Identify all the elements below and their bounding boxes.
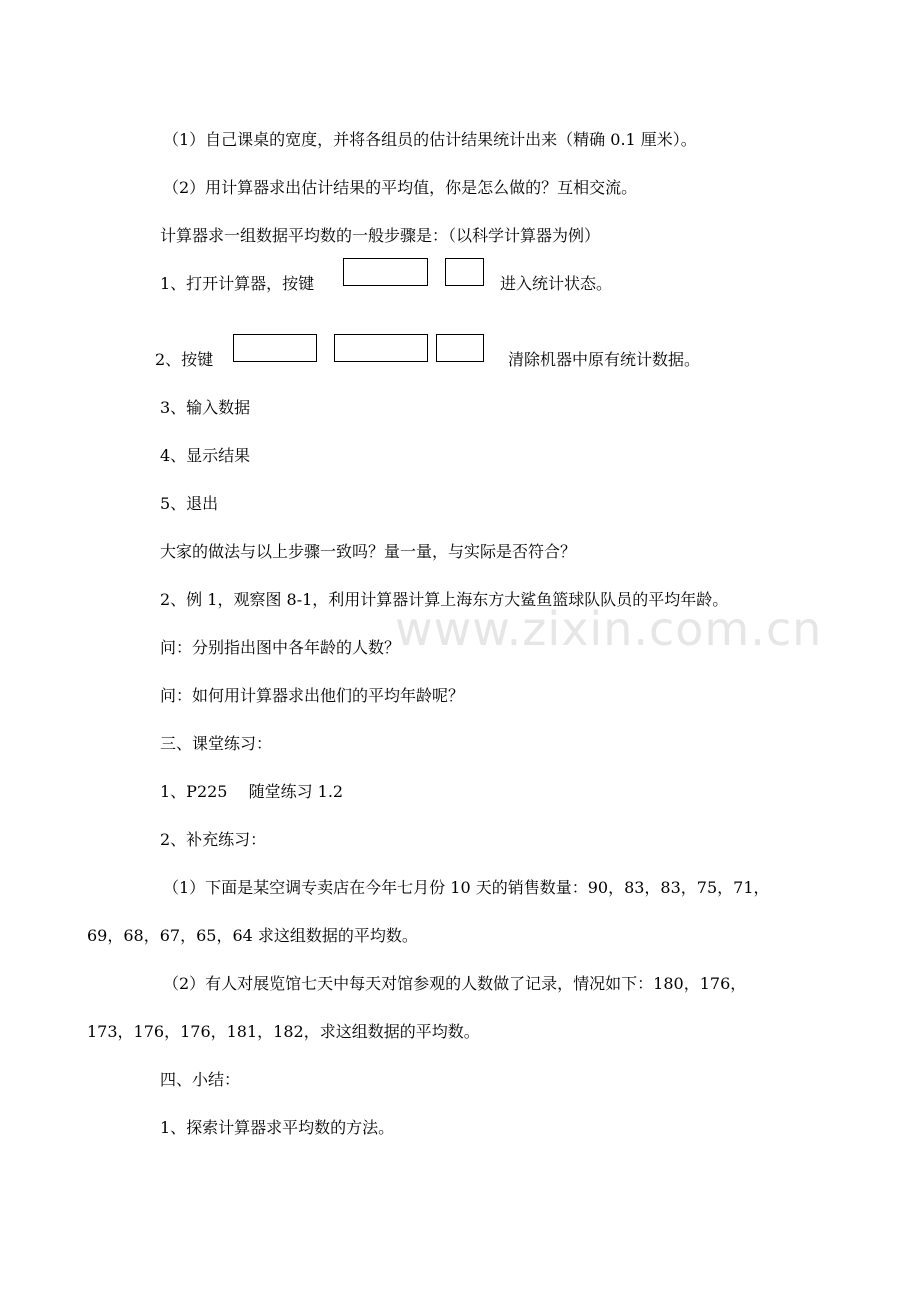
step-2-text: 2、按键 [155,350,214,369]
question-text: 大家的做法与以上步骤一致吗？量一量，与实际是否符合？ [160,542,577,561]
step-3-text: 3、输入数据 [160,398,251,417]
key-box [343,258,428,286]
key-box [334,334,428,362]
steps-intro: 计算器求一组数据平均数的一般步骤是：（以科学计算器为例） [160,226,601,245]
section-4-heading: 四、小结： [160,1070,241,1089]
exercise-2-2-text: （2）有人对展览馆七天中每天对馆参观的人数做了记录，情况如下：180，176， [163,974,747,993]
step-5-text: 5、退出 [160,494,219,513]
step-4-text: 4、显示结果 [160,446,251,465]
key-box [445,258,484,286]
exercise-2-1-text: （1）下面是某空调专卖店在今年七月份 10 天的销售数量：90，83，83，75，71， [163,878,770,897]
task-2-text: （2）用计算器求出估计结果的平均值，你是怎么做的？互相交流。 [163,178,638,197]
key-box [233,334,317,362]
question-2-text: 问：如何用计算器求出他们的平均年龄呢？ [160,686,465,705]
exercise-1-text: 1、P225 随堂练习 1.2 [160,782,344,801]
exercise-2-2-cont: 173，176，176，181，182，求这组数据的平均数。 [87,1022,480,1041]
step-1-tail: 进入统计状态。 [500,274,613,293]
section-3-heading: 三、课堂练习： [160,734,273,753]
example-text: 2、例 1，观察图 8-1，利用计算器计算上海东方大鲨鱼篮球队队员的平均年龄。 [160,590,729,609]
task-1-text: （1）自己课桌的宽度，并将各组员的估计结果统计出来（精确 0.1 厘米）。 [163,130,697,149]
key-box [436,334,484,362]
exercise-2-1-cont: 69，68，67，65，64 求这组数据的平均数。 [87,926,418,945]
question-1-text: 问：分别指出图中各年龄的人数？ [160,638,401,657]
step-2-tail: 清除机器中原有统计数据。 [508,350,701,369]
step-1-text: 1、打开计算器，按键 [160,274,315,293]
summary-1-text: 1、探索计算器求平均数的方法。 [160,1118,395,1137]
watermark: www.zixin.com.cn [395,602,823,656]
exercise-2-text: 2、补充练习： [160,830,267,849]
